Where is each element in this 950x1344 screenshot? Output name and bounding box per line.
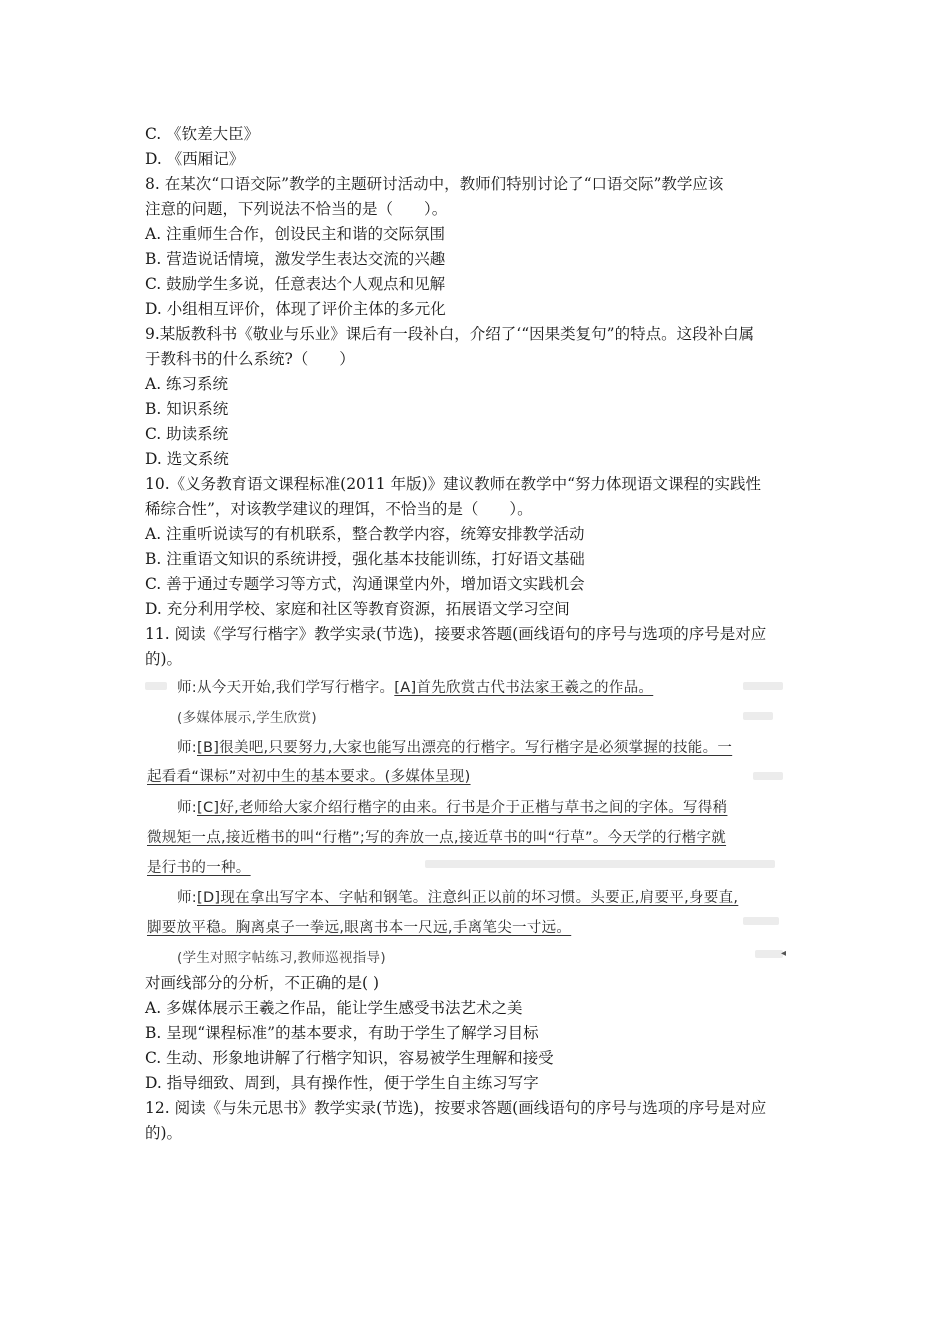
question-10-line-1: 10.《义务教育语文课程标准(2011 年版)》建议教师在教学中“努力体现语文课程的实践性 bbox=[145, 475, 762, 493]
option-9d: D. 选文系统 bbox=[145, 450, 229, 468]
question-12-line-2: 的)。 bbox=[145, 1124, 183, 1142]
question-8-line-2: 注意的问题，下列说法不恰当的是（ ）。 bbox=[145, 200, 448, 218]
faded-margin-mark bbox=[753, 772, 783, 780]
excerpt-line-a: 师:从今天开始,我们学写行楷字。[A]首先欣赏古代书法家王羲之的作品。 bbox=[177, 680, 654, 696]
question-12-line-1: 12. 阅读《与朱元思书》教学实录(节选)，按要求答题(画线语句的序号与选项的序号是对应 bbox=[145, 1099, 767, 1117]
excerpt-line-d-cont: 脚要放平稳。胸离桌子一拳远,眼离书本一尺远,手离笔尖一寸远。 bbox=[147, 920, 572, 936]
question-11-stem: 对画线部分的分析，不正确的是( ) bbox=[145, 974, 380, 992]
option-8c: C. 鼓励学生多说，任意表达个人观点和见解 bbox=[145, 275, 446, 293]
question-9-line-1: 9.某版教科书《敬业与乐业》课后有一段补白，介绍了‘“因果类复句”的特点。这段补白属 bbox=[145, 325, 755, 343]
excerpt-stage-note-2: (学生对照字帖练习,教师巡视指导) bbox=[177, 950, 386, 966]
question-10-line-2: 稀综合性”，对该教学建议的理饵，不恰当的是（ ）。 bbox=[145, 500, 533, 518]
option-9c: C. 助读系统 bbox=[145, 425, 229, 443]
bullet-marker: ◂ bbox=[781, 948, 787, 959]
option-8a: A. 注重师生合作，创设民主和谐的交际氛围 bbox=[145, 225, 446, 243]
option-10a: A. 注重听说读写的有机联系，整合教学内容，统筹安排教学活动 bbox=[145, 525, 585, 543]
option-11c: C. 生动、形象地讲解了行楷字知识，容易被学生理解和接受 bbox=[145, 1049, 554, 1067]
option-9a: A. 练习系统 bbox=[145, 375, 229, 393]
option-7d: D. 《西厢记》 bbox=[145, 150, 245, 168]
faded-margin-mark bbox=[743, 682, 783, 690]
excerpt-line-c-cont-1: 微规矩一点,接近楷书的叫“行楷”;写的奔放一点,接近草书的叫“行草”。今天学的行楷字就 bbox=[147, 830, 727, 846]
option-8d: D. 小组相互评价，体现了评价主体的多元化 bbox=[145, 300, 446, 318]
option-11d: D. 指导细致、周到，具有操作性，便于学生自主练习写字 bbox=[145, 1074, 539, 1092]
option-8b: B. 营造说话情境，激发学生表达交流的兴趣 bbox=[145, 250, 446, 268]
option-11b: B. 呈现“课程标准”的基本要求，有助于学生了解学习目标 bbox=[145, 1024, 539, 1042]
excerpt-line-c: 师:[C]好,老师给大家介绍行楷字的由来。行书是介于正楷与草书之间的字体。写得稍 bbox=[177, 800, 728, 816]
option-10b: B. 注重语文知识的系统讲授，强化基本技能训练，打好语文基础 bbox=[145, 550, 585, 568]
faded-margin-mark bbox=[755, 950, 783, 958]
excerpt-stage-note-1: (多媒体展示,学生欣赏) bbox=[177, 710, 317, 726]
underlined-b: [B]很美吧,只要努力,大家也能写出漂亮的行楷字。写行楷字是必须掌握的技能。一 bbox=[197, 740, 733, 756]
option-7c: C. 《钦差大臣》 bbox=[145, 125, 260, 143]
faded-text-trace bbox=[425, 860, 775, 868]
underlined-c: [C]好,老师给大家介绍行楷字的由来。行书是介于正楷与草书之间的字体。写得稍 bbox=[197, 800, 728, 816]
question-9-line-2: 于教科书的什么系统?（ ） bbox=[145, 350, 355, 368]
faded-margin-mark bbox=[145, 682, 167, 690]
excerpt-line-b: 师:[B]很美吧,只要努力,大家也能写出漂亮的行楷字。写行楷字是必须掌握的技能。一 bbox=[177, 740, 733, 756]
excerpt-line-d: 师:[D]现在拿出写字本、字帖和钢笔。注意纠正以前的坏习惯。头要正,肩要平,身要直, bbox=[177, 890, 739, 906]
underlined-d: [D]现在拿出写字本、字帖和钢笔。注意纠正以前的坏习惯。头要正,肩要平,身要直, bbox=[197, 890, 739, 906]
option-10d: D. 充分利用学校、家庭和社区等教育资源，拓展语文学习空间 bbox=[145, 600, 570, 618]
underlined-a: [A]首先欣赏古代书法家王羲之的作品。 bbox=[394, 680, 654, 696]
option-11a: A. 多媒体展示王羲之作品，能让学生感受书法艺术之美 bbox=[145, 999, 523, 1017]
question-8-line-1: 8. 在某次“口语交际”教学的主题研讨活动中，教师们特别讨论了“口语交际”教学应该 bbox=[145, 175, 724, 193]
faded-margin-mark bbox=[743, 712, 773, 720]
faded-margin-mark bbox=[743, 917, 779, 925]
option-9b: B. 知识系统 bbox=[145, 400, 229, 418]
option-10c: C. 善于通过专题学习等方式，沟通课堂内外，增加语文实践机会 bbox=[145, 575, 585, 593]
excerpt-line-b-cont: 起看看“课标”对初中生的基本要求。(多媒体呈现) bbox=[147, 769, 471, 785]
question-11-line-1: 11. 阅读《学写行楷字》教学实录(节选)，接要求答题(画线语句的序号与选项的序号是对应 bbox=[145, 625, 767, 643]
scanned-excerpt bbox=[145, 672, 795, 968]
excerpt-line-c-cont-2: 是行书的一种。 bbox=[147, 860, 251, 876]
question-11-line-2: 的)。 bbox=[145, 650, 183, 668]
